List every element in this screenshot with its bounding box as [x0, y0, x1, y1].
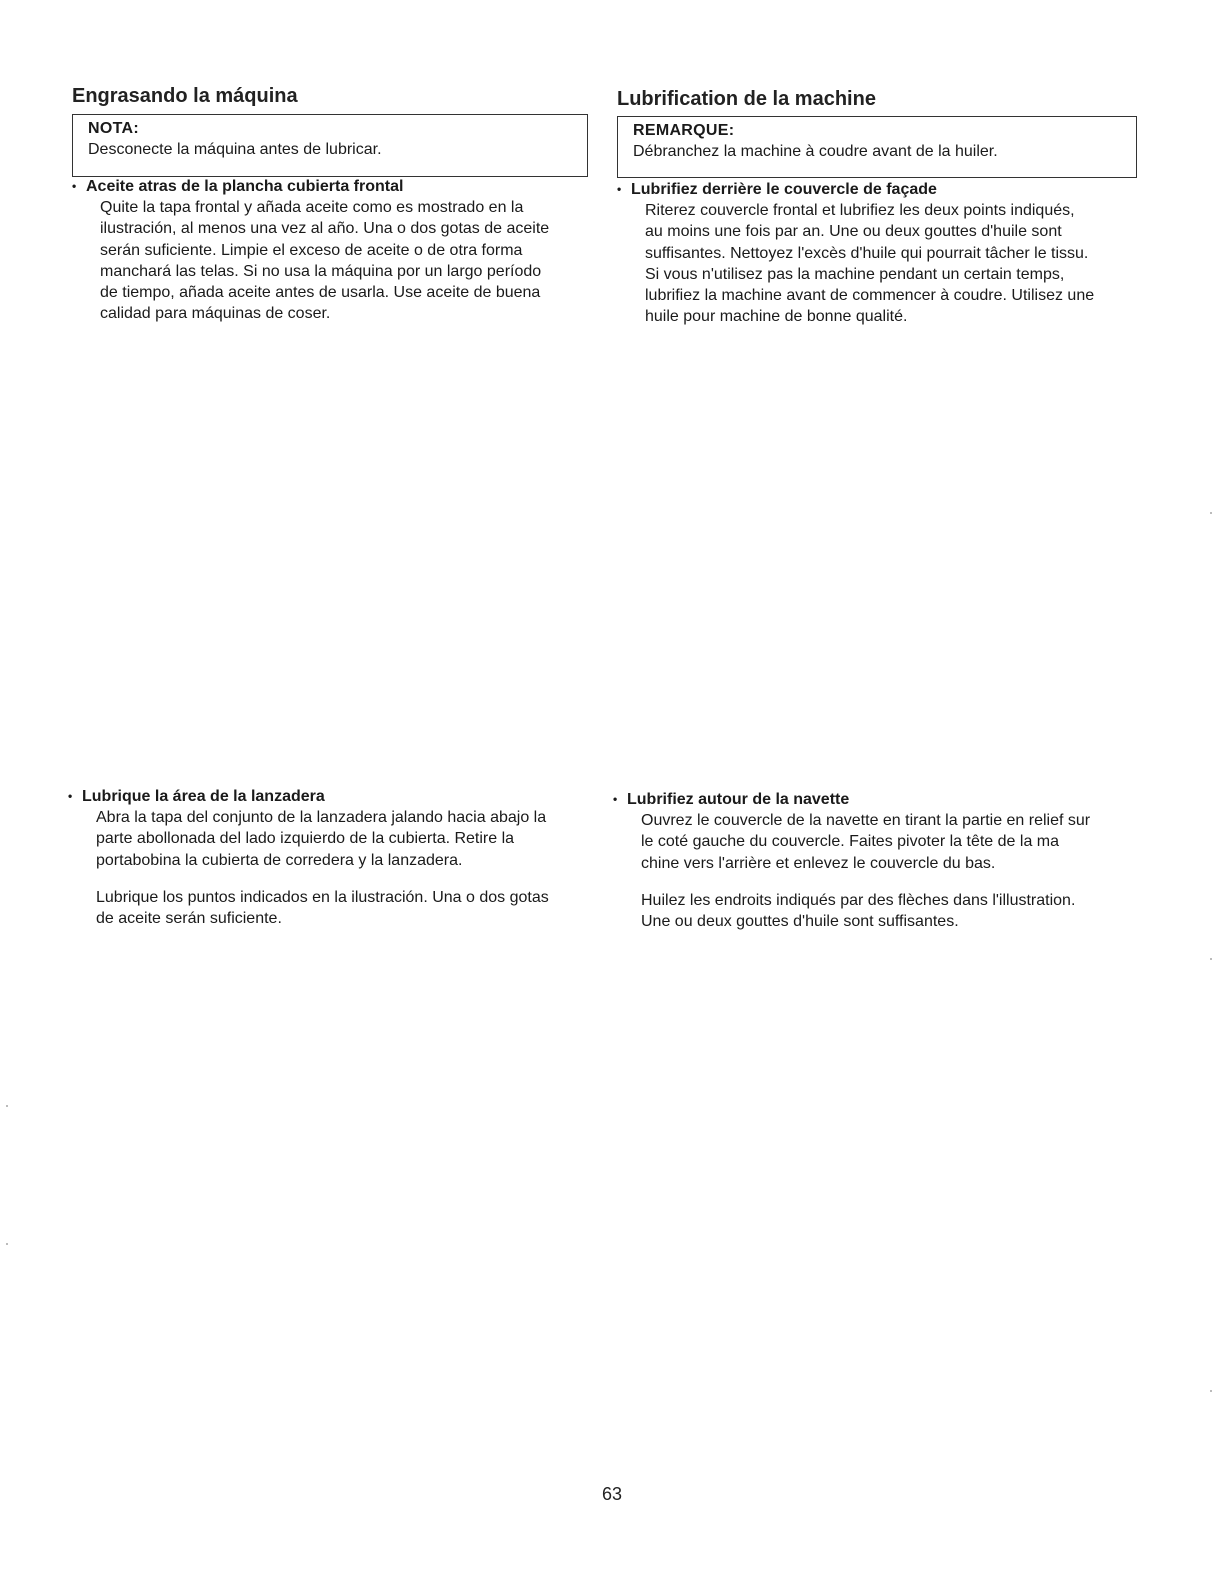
spanish-section2-line: parte abollonada del lado izquierdo de la cubierta. Retire la: [96, 830, 515, 848]
spanish-section1-line: manchará las telas. Si no usa la máquina por un largo período: [100, 262, 542, 280]
french-section2-heading-row: [613, 789, 1149, 810]
spanish-note-label: NOTA:: [88, 120, 139, 137]
bullet-icon: •: [617, 182, 622, 196]
french-section1-line: huile pour machine de bonne qualité.: [645, 308, 908, 326]
french-title: Lubrification de la machine: [617, 88, 876, 110]
bullet-icon: •: [72, 179, 77, 193]
spanish-section2-line: portabobina la cubierta de corredera y la lanzadera.: [96, 851, 463, 869]
page-number: 63: [601, 1484, 623, 1504]
scan-speck: [1210, 958, 1212, 960]
french-section2-line: Huilez les endroits indiqués par des flèches dans l'illustration.: [641, 891, 1076, 909]
french-section1-heading: Lubrifiez derrière le couvercle de façade: [631, 181, 937, 198]
french-note-label: REMARQUE:: [633, 122, 735, 139]
french-section2-line: Ouvrez le couvercle de la navette en tirant la partie en relief sur: [641, 812, 1091, 829]
french-section2-line: Une ou deux gouttes d'huile sont suffisantes.: [641, 913, 959, 931]
spanish-note-text: Desconecte la máquina antes de lubricar.: [88, 141, 382, 158]
spanish-section1-heading: Aceite atras de la plancha cubierta frontal: [86, 178, 404, 195]
french-section2-line: le coté gauche du couvercle. Faites pivoter la tête de la ma: [641, 833, 1060, 851]
spanish-title: Engrasando la máquina: [72, 85, 298, 107]
french-section2-heading: Lubrifiez autour de la navette: [627, 791, 850, 808]
french-section1-line: au moins une fois par an. Une ou deux gouttes d'huile sont: [645, 223, 1062, 241]
french-section1-line: Riterez couvercle frontal et lubrifiez les deux points indiqués,: [645, 202, 1075, 219]
bullet-icon: •: [68, 789, 73, 803]
french-note-box: [617, 116, 1137, 178]
bullet-icon: •: [613, 792, 618, 806]
spanish-section1-line: ilustración, al menos una vez al año. Una o dos gotas de aceite: [100, 220, 550, 238]
french-section1-line: suffisantes. Nettoyez l'excès d'huile qui pourrait tâcher le tissu.: [645, 244, 1089, 262]
spanish-section1-line: Quite la tapa frontal y añada aceite como es mostrado en la: [100, 199, 524, 216]
spanish-section1-line: calidad para máquinas de coser.: [100, 305, 331, 323]
spanish-section2-line: de aceite serán suficiente.: [96, 910, 282, 928]
spanish-section2-line: Abra la tapa del conjunto de la lanzadera jalando hacia abajo la: [96, 809, 547, 826]
spanish-section2-heading: Lubrique la área de la lanzadera: [82, 788, 325, 805]
spanish-section2-line: Lubrique los puntos indicados en la ilustración. Una o dos gotas: [96, 888, 549, 906]
spanish-section1-line: de tiempo, añada aceite antes de usarla. Use aceite de buena: [100, 284, 541, 302]
spanish-section1-heading-row: [72, 176, 592, 197]
french-note-text: Débranchez la machine à coudre avant de la huiler.: [633, 143, 998, 160]
french-section-front-cover: [617, 179, 1151, 328]
french-section1-heading-row: [617, 179, 1151, 200]
french-section1-line: Si vous n'utilisez pas la machine pendant un certain temps,: [645, 265, 1065, 283]
scan-speck: [6, 1105, 8, 1107]
paragraph-gap: [627, 874, 1149, 890]
spanish-note-box: [72, 114, 588, 177]
french-section-shuttle: [613, 789, 1149, 932]
spanish-section-shuttle: [68, 786, 594, 929]
paragraph-gap: [82, 871, 594, 887]
scan-speck: [1210, 512, 1212, 514]
spanish-section1-line: serán suficiente. Limpie el exceso de aceite o de otra forma: [100, 241, 523, 259]
french-section2-line: chine vers l'arrière et enlevez le couvercle du bas.: [641, 854, 996, 872]
spanish-section-front-cover: [72, 176, 592, 325]
scan-speck: [1210, 1390, 1212, 1392]
spanish-section2-heading-row: [68, 786, 594, 807]
scan-speck: [6, 1243, 8, 1245]
french-section1-line: lubrifiez la machine avant de commencer à coudre. Utilisez une: [645, 287, 1095, 305]
